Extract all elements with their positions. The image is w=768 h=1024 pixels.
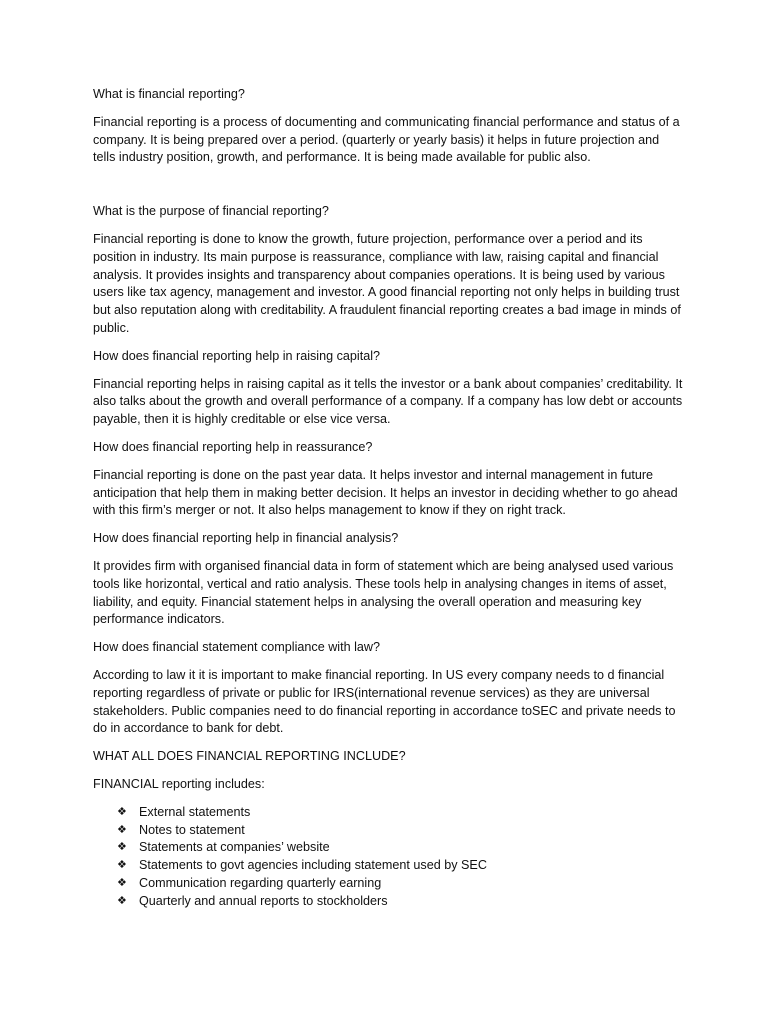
diamond-bullet-icon: ❖ bbox=[117, 859, 127, 872]
list-item bbox=[117, 857, 683, 875]
include-intro: FINANCIAL reporting includes: bbox=[93, 776, 265, 791]
list-item-text: External statements bbox=[139, 804, 251, 819]
list-item bbox=[117, 822, 683, 840]
diamond-bullet-icon: ❖ bbox=[117, 894, 127, 907]
list-item bbox=[117, 804, 683, 822]
question-heading: How does financial reporting help in financial analysis? bbox=[93, 531, 399, 546]
list-item-text: Communication regarding quarterly earning bbox=[139, 875, 382, 890]
answer-paragraph: Financial reporting is done on the past year data. It helps investor and internal management in future anticipation that help them in making better decision. It helps an investor in deciding whether to go ahead with this firm’s merger or not. It also helps management to know if they on right track. bbox=[93, 467, 678, 518]
answer-paragraph: It provides firm with organised financial data in form of statement which are being analysed used various tools like horizontal, vertical and ratio analysis. These tools help in analysing changes in items of asset, liability, and equity. Financial statement helps in analysing the overall operation and measuring key performance indicators. bbox=[93, 558, 674, 627]
list-item-text: Statements to govt agencies including statement used by SEC bbox=[139, 858, 487, 873]
answer-paragraph: According to law it it is important to make financial reporting. In US every company needs to d financial reporting regardless of private or public for IRS(international revenue services) as they are universal stakeholders. Public companies need to do financial reporting in accordance toSEC and private needs to do in accordance to bank for debt. bbox=[93, 667, 676, 736]
question-heading: How does financial statement compliance with law? bbox=[93, 640, 380, 655]
list-item bbox=[117, 875, 683, 893]
list-item-text: Statements at companies’ website bbox=[139, 840, 330, 855]
question-heading: What is financial reporting? bbox=[93, 87, 245, 101]
question-heading: How does financial reporting help in reassurance? bbox=[93, 439, 373, 454]
diamond-bullet-icon: ❖ bbox=[117, 841, 127, 854]
list-item bbox=[117, 839, 683, 857]
answer-paragraph: Financial reporting is done to know the growth, future projection, performance over a period and its position in industry. Its main purpose is reassurance, compliance with law, raising capital and financial analysis. It provides insights and transparency about companies operations. It is being used by various users like tax agency, management and investor. A good financial reporting not only helps in building trust but also reputation along with creditability. A fraudulent financial reporting creates a bad image in minds of public. bbox=[93, 231, 681, 335]
answer-paragraph: Financial reporting is a process of documenting and communicating financial performance and status of a company. It is being prepared over a period. (quarterly or yearly basis) it helps in future projection and tells industry position, growth, and performance. It is being made available for public also. bbox=[93, 114, 680, 165]
document-page bbox=[93, 86, 683, 910]
list-item-text: Notes to statement bbox=[139, 822, 245, 837]
question-heading: What is the purpose of financial reporting? bbox=[93, 204, 329, 219]
list-item-text: Quarterly and annual reports to stockholders bbox=[139, 893, 388, 908]
diamond-bullet-icon: ❖ bbox=[117, 805, 127, 818]
list-item bbox=[117, 893, 683, 911]
include-list bbox=[93, 804, 683, 911]
question-heading: How does financial reporting help in raising capital? bbox=[93, 348, 381, 363]
include-heading: WHAT ALL DOES FINANCIAL REPORTING INCLUDE? bbox=[93, 749, 406, 764]
diamond-bullet-icon: ❖ bbox=[117, 823, 127, 836]
diamond-bullet-icon: ❖ bbox=[117, 876, 127, 889]
answer-paragraph: Financial reporting helps in raising capital as it tells the investor or a bank about companies’ creditability. It also talks about the growth and overall performance of a company. If a company has low debt or accounts payable, then it is highly creditable or else vice versa. bbox=[93, 376, 683, 427]
